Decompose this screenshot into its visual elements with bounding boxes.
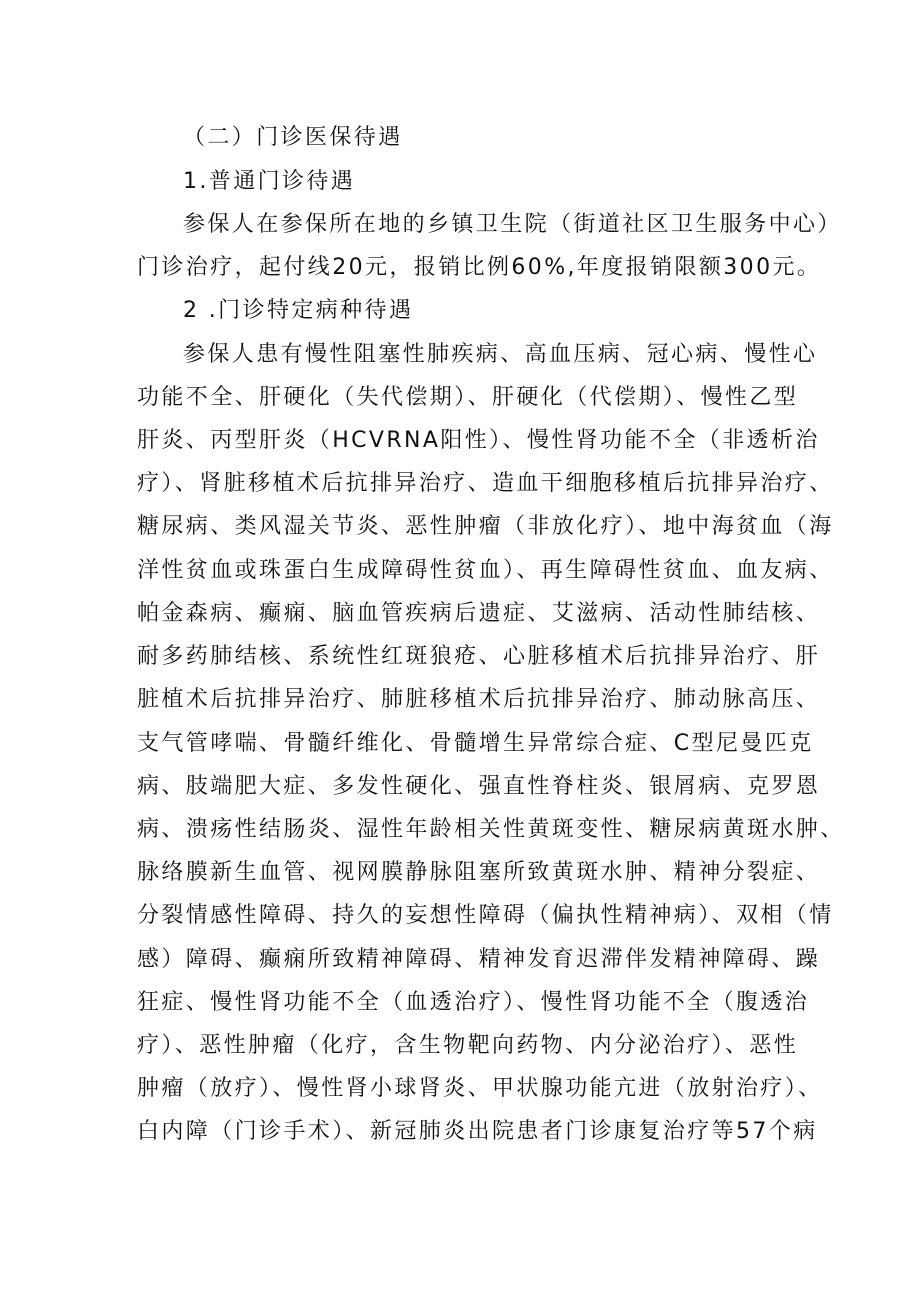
paragraph-line: 耐多药肺结核、系统性红斑狼疮、心脏移植术后抗排异治疗、肝 bbox=[137, 644, 821, 669]
subheading-special-disease: 2 .门诊特定病种待遇 bbox=[183, 298, 414, 323]
paragraph-line: 脏植术后抗排异治疗、肺脏移植术后抗排异治疗、肺动脉高压、 bbox=[137, 687, 821, 712]
paragraph-line: 感）障碍、癫痫所致精神障碍、精神发育迟滞伴发精神障碍、躁 bbox=[137, 947, 821, 972]
paragraph-line: 疗）、肾脏移植术后抗排异治疗、造血干细胞移植后抗排异治疗、 bbox=[137, 471, 834, 496]
paragraph-line: 门诊治疗，起付线20元，报销比例60%,年度报销限额300元。 bbox=[137, 255, 822, 280]
paragraph-line: 分裂情感性障碍、持久的妄想性障碍（偏执性精神病）、双相（情 bbox=[137, 903, 834, 928]
paragraph-line: 洋性贫血或珠蛋白生成障碍性贫血）、再生障碍性贫血、血友病、 bbox=[137, 558, 834, 583]
paragraph-line: 脉络膜新生血管、视网膜静脉阻塞所致黄斑水肿、精神分裂症、 bbox=[137, 860, 821, 885]
subheading-general-outpatient: 1.普通门诊待遇 bbox=[183, 169, 356, 194]
paragraph-line: 病、肢端肥大症、多发性硬化、强直性脊柱炎、银屑病、克罗恩 bbox=[137, 774, 821, 799]
paragraph-line: 肝炎、丙型肝炎（HCVRNA阳性）、慢性肾功能不全（非透析治 bbox=[137, 428, 820, 453]
paragraph-line: 支气管哮喘、骨髓纤维化、骨髓增生异常综合症、C型尼曼匹克 bbox=[137, 731, 814, 756]
paragraph-line: 肿瘤（放疗）、慢性肾小球肾炎、甲状腺功能亢进（放射治疗）、 bbox=[137, 1076, 823, 1101]
paragraph-line: 病、溃疡性结肠炎、湿性年龄相关性黄斑变性、糖尿病黄斑水肿、 bbox=[137, 817, 845, 842]
paragraph-line: 帕金森病、癫痫、脑血管疾病后遗症、艾滋病、活动性肺结核、 bbox=[137, 601, 821, 626]
paragraph-line: 疗）、恶性肿瘤（化疗，含生物靶向药物、内分泌治疗）、恶性 bbox=[137, 1033, 799, 1058]
paragraph-line: 参保人患有慢性阻塞性肺疾病、高血压病、冠心病、慢性心 bbox=[183, 342, 818, 367]
paragraph-line: 狂症、慢性肾功能不全（血透治疗）、慢性肾功能不全（腹透治 bbox=[137, 990, 810, 1015]
paragraph-line: 参保人在参保所在地的乡镇卫生院（街道社区卫生服务中心） bbox=[183, 212, 842, 237]
paragraph-line: 白内障（门诊手术）、新冠肺炎出院患者门诊康复治疗等57个病 bbox=[137, 1119, 818, 1144]
paragraph-line: 功能不全、肝硬化（失代偿期）、肝硬化（代偿期）、慢性乙型 bbox=[137, 385, 799, 410]
section-heading: （二）门诊医保待遇 bbox=[183, 125, 403, 150]
paragraph-line: 糖尿病、类风湿关节炎、恶性肿瘤（非放化疗）、地中海贫血（海 bbox=[137, 514, 834, 539]
